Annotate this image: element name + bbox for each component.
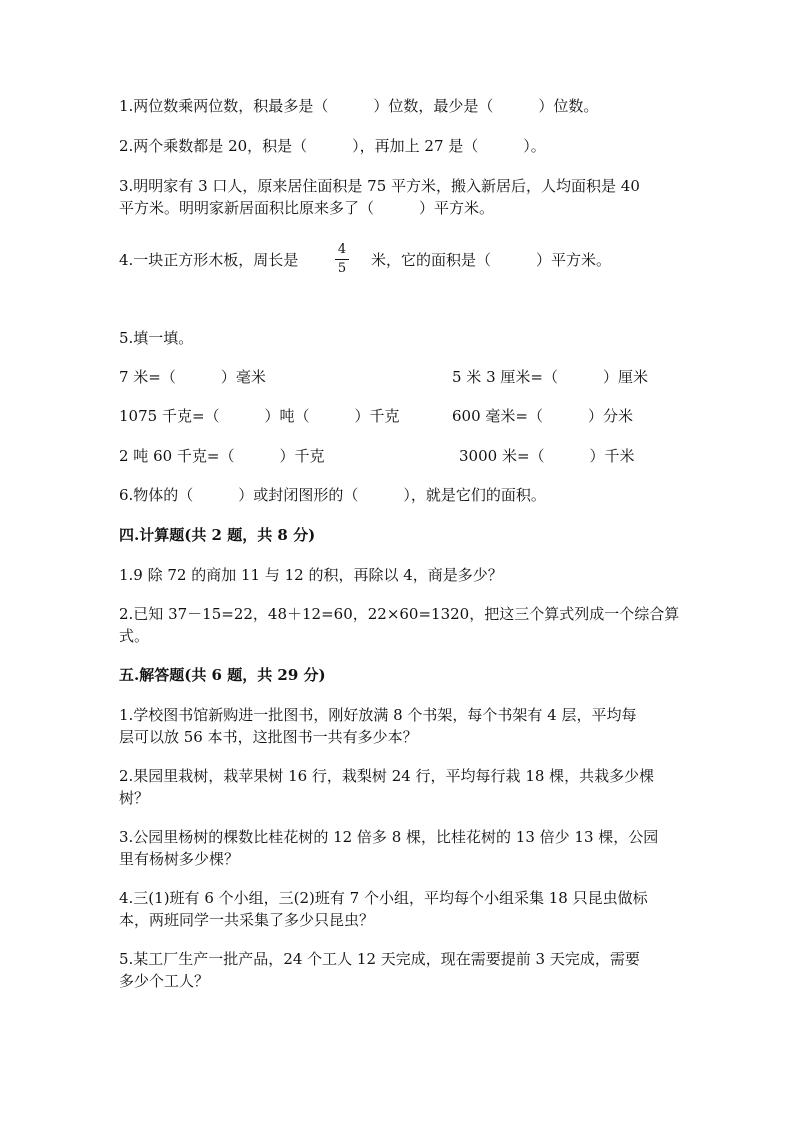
section-5-question-5-line-2: 多少个工人？: [119, 972, 210, 990]
section-5-question-2-line-2: 树？: [119, 789, 150, 807]
fraction-bar: [335, 259, 349, 260]
fraction-numerator: 4: [337, 242, 347, 257]
section-5-question-4-line-1: 4.三(1)班有 6 个小组，三(2)班有 7 个小组，平均每个小组采集 18 只昆虫做标: [119, 889, 648, 907]
fraction-denominator: 5: [337, 261, 347, 276]
question-4-after: 米，它的面积是（ ）平方米。: [371, 251, 612, 269]
question-4-before: 4.一块正方形木板，周长是: [119, 251, 299, 269]
question-1: 1.两位数乘两位数，积最多是（ ）位数，最少是（ ）位数。: [119, 97, 599, 115]
section-5-question-1-line-2: 层可以放 56 本书，这批图书一共有多少本？: [119, 728, 418, 746]
question-5-d: 600 毫米=（ ）分米: [452, 407, 633, 425]
question-3-line-2: 平方米。明明家新居面积比原来多了（ ）平方米。: [119, 199, 495, 217]
question-5-b: 5 米 3 厘米=（ ）厘米: [452, 368, 648, 386]
section-4-heading: 四.计算题(共 2 题，共 8 分): [119, 526, 316, 544]
section-5-question-3-line-1: 3.公园里杨树的棵数比桂花树的 12 倍多 8 棵，比桂花树的 13 倍少 13 棵，公园: [119, 828, 659, 846]
question-5-f: 3000 米=（ ）千米: [459, 447, 635, 465]
section-5-question-3-line-2: 里有杨树多少棵？: [119, 850, 240, 868]
section-4-question-2-line-1: 2.已知 37－15=22，48＋12=60，22×60=1320，把这三个算式列成一个综合算: [119, 605, 680, 623]
section-5-heading: 五.解答题(共 6 题，共 29 分): [119, 666, 326, 684]
question-5-a: 7 米=（ ）毫米: [119, 368, 266, 386]
section-5-question-5-line-1: 5.某工厂生产一批产品，24 个工人 12 天完成，现在需要提前 3 天完成，需要: [119, 950, 640, 968]
question-5-title: 5.填一填。: [119, 329, 194, 347]
section-5-question-2-line-1: 2.果园里栽树，栽苹果树 16 行，栽梨树 24 行，平均每行栽 18 棵，共栽多少棵: [119, 767, 655, 785]
question-3-line-1: 3.明明家有 3 口人，原来居住面积是 75 平方米，搬入新居后，人均面积是 40: [119, 177, 640, 195]
fraction-four-fifths: [332, 243, 352, 276]
question-5-e: 2 吨 60 千克=（ ）千克: [119, 447, 325, 465]
question-2: 2.两个乘数都是 20，积是（ ），再加上 27 是（ ）。: [119, 137, 546, 155]
question-6: 6.物体的（ ）或封闭图形的（ ），就是它们的面积。: [119, 486, 546, 504]
section-4-question-2-line-2: 式。: [119, 627, 150, 645]
section-5-question-4-line-2: 本，两班同学一共采集了多少只昆虫？: [119, 911, 375, 929]
question-5-c: 1075 千克=（ ）吨（ ）千克: [119, 407, 400, 425]
section-5-question-1-line-1: 1.学校图书馆新购进一批图书，刚好放满 8 个书架，每个书架有 4 层，平均每: [119, 706, 637, 724]
section-4-question-1: 1.9 除 72 的商加 11 与 12 的积，再除以 4，商是多少？: [119, 566, 503, 584]
